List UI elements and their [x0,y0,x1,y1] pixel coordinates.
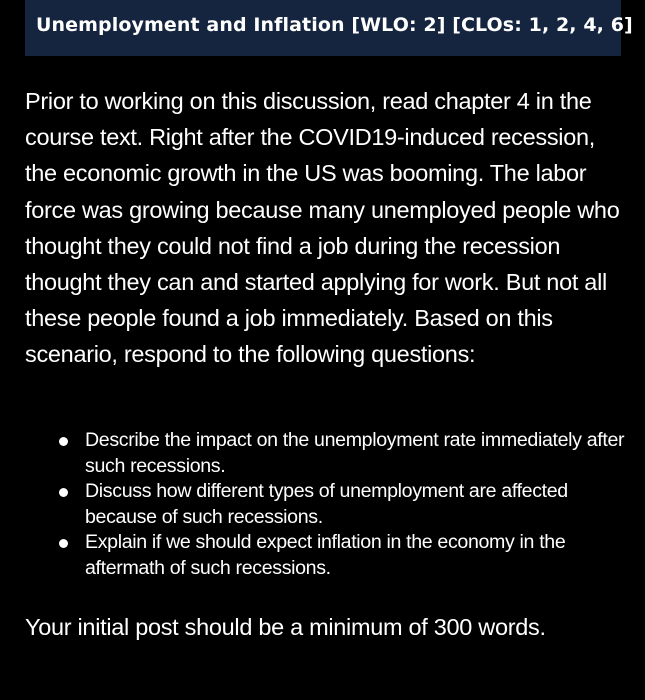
question-item [25,428,625,479]
question-text: Explain if we should expect inflation in the economy in the aftermath of such recessions. [85,531,566,579]
question-text: Discuss how different types of unemployment are affected because of such recessions. [85,480,568,528]
title-banner [25,0,633,56]
bullet-icon [59,539,68,548]
intro-paragraph: Prior to working on this discussion, read chapter 4 in the course text. Right after the COVID19-induced recession, the economic growth in the US was booming. The labor force was growing because many unemployed people who thought they could not find a job during the recession thought they can and started applying for work. But not all these people found a job immediately. Based on this scenario, respond to the following questions: [25,88,620,368]
question-text: Describe the impact on the unemployment rate immediately after such recessions. [85,429,625,477]
question-item [25,530,625,581]
bullet-icon [59,488,68,497]
word-count-requirement: Your initial post should be a minimum of 300 words. [25,614,546,640]
question-list [25,428,625,581]
page-title: Unemployment and Inflation [WLO: 2] [CLOs: 1, 2, 4, 6] [36,14,633,36]
question-item [25,479,625,530]
bullet-icon [59,437,68,446]
